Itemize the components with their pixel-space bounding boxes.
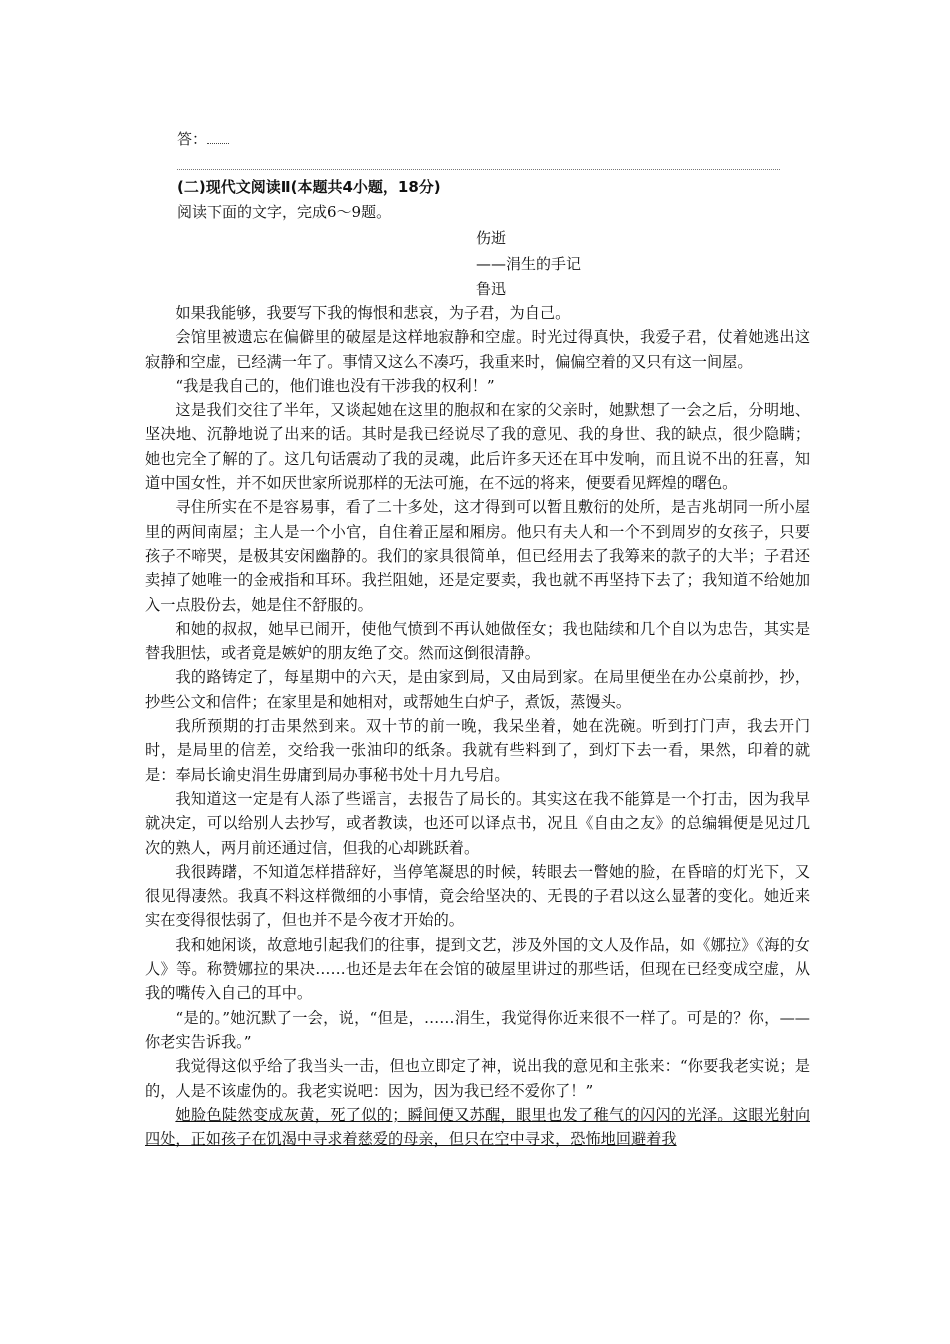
paragraph: 寻住所实在不是容易事，看了二十多处，这才得到可以暂且敷衍的处所，是吉兆胡同一所小屋里的两间南屋；主人是一个小官，自住着正屋和厢房。他只有夫人和一个不到周岁的女孩子，只要孩子不啼哭，是极其安闲幽静的。我们的家具很简单，但已经用去了我筹来的款子的大半；子君还卖掉了她唯一的金戒指和耳环。我拦阻她，还是定要卖，我也就不再坚持下去了；我知道不给她加入一点股份去，她是住不舒服的。 [145,498,810,614]
article-body [145,301,810,1151]
paragraph: 如果我能够，我要写下我的悔恨和悲哀，为子君，为自己。 [175,304,571,322]
underlined-paragraph: 她脸色陡然变成灰黄，死了似的；瞬间便又苏醒，眼里也发了稚气的闪闪的光泽。这眼光射向四处，正如孩子在饥渴中寻求着慈爱的母亲，但只在空中寻求，恐怖地回避着我 [145,1105,810,1149]
paragraph: 我知道这一定是有人添了些谣言，去报告了局长的。其实这在我不能算是一个打击，因为我早就决定，可以给别人去抄写，或者教读，也还可以译点书，况且《自由之友》的总编辑便是见过几次的熟人，两月前还通过信，但我的心却跳跃着。 [145,789,810,857]
paragraph: 和她的叔叔，她早已闹开，使他气愤到不再认她做侄女；我也陆续和几个自以为忠告，其实是替我胆怯，或者竟是嫉妒的朋友绝了交。然而这倒很清静。 [145,619,810,663]
paragraph: 我的路铸定了，每星期中的六天，是由家到局，又由局到家。在局里便坐在办公桌前抄，抄，抄些公文和信件；在家里是和她相对，或帮她生白炉子，煮饭，蒸馒头。 [145,668,810,711]
paragraph: 我觉得这似乎给了我当头一击，但也立即定了神，说出我的意见和主张来：“你要我老实说；是的，人是不该虚伪的。我老实说吧：因为，因为我已经不爱你了！” [145,1057,810,1100]
paragraph: 这是我们交往了半年，又谈起她在这里的胞叔和在家的父亲时，她默想了一会之后，分明地、坚决地、沉静地说了出来的话。其时是我已经说尽了我的意见、我的身世、我的缺点，很少隐瞒；她也完全了解的了。这几句话震动了我的灵魂，此后许多天还在耳中发响，而且说不出的狂喜，知道中国女性，并不如厌世家所说那样的无法可施，在不远的将来，便要看见辉煌的曙色。 [145,401,810,493]
article-subtitle: ——涓生的手记 [476,255,582,273]
answer-blank [207,133,229,144]
paragraph: “我是我自己的，他们谁也没有干涉我的权利！” [175,376,495,395]
paragraph: 我所预期的打击果然到来。双十节的前一晚，我呆坐着，她在洗碗。听到打门声，我去开门时，是局里的信差，交给我一张油印的纸条。我就有些料到了，到灯下去一看，果然，印着的就是：奉局长谕史涓生毋庸到局办事秘书处十月九号启。 [145,717,810,784]
answer-label: 答： [177,130,208,148]
paragraph: 会馆里被遗忘在偏僻里的破屋是这样地寂静和空虚。时光过得真快，我爱子君，仗着她逃出这寂静和空虚，已经满一年了。事情又这么不凑巧，我重来时，偏偏空着的又只有这一间屋。 [145,328,810,371]
article-author: 鲁迅 [476,280,507,298]
paragraph: 我很踌躇，不知道怎样措辞好，当停笔凝思的时候，转眼去一瞥她的脸，在昏暗的灯光下，又很见得凄然。我真不料这样微细的小事情，竟会给坚决的、无畏的子君以这么显著的变化。她近来实在变得很怯弱了，但也并不是今夜才开始的。 [145,862,810,930]
section-divider [177,169,780,170]
paragraph: “是的。”她沉默了一会，说，“但是，……涓生，我觉得你近来很不一样了。可是的？你，——你老实告诉我。” [145,1008,810,1051]
answer-line [177,128,229,149]
section-heading: (二)现代文阅读Ⅱ(本题共4小题，18分) [177,178,441,196]
section-instruction: 阅读下面的文字，完成6～9题。 [177,203,392,221]
article-title: 伤逝 [476,229,507,247]
paragraph: 我和她闲谈，故意地引起我们的往事，提到文艺，涉及外国的文人及作品，如《娜拉》《海的女人》等。称赞娜拉的果决……也还是去年在会馆的破屋里讲过的那些话，但现在已经变成空虚，从我的嘴传入自己的耳中。 [145,935,810,1003]
